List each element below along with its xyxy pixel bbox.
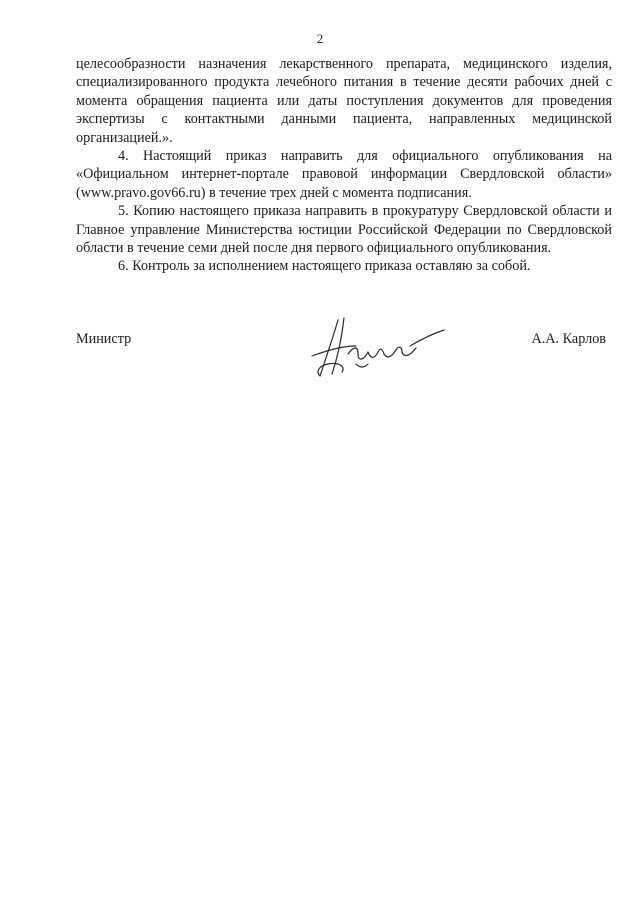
page-number: 2 [316, 31, 324, 46]
paragraph-item-5: 5. Копию настоящего приказа направить в прокуратуру Свердловской области и Главное управление Министерства юстиции Российской Федерации по Свердловской области в течение семи дней после дня первого официального опубликования. [76, 203, 612, 257]
paragraph-item-6: 6. Контроль за исполнением настоящего приказа оставляю за собой. [118, 258, 531, 275]
signer-name: А.А. Карлов [531, 331, 606, 347]
signature-block [76, 330, 606, 390]
handwritten-signature [298, 316, 448, 384]
document-body [76, 55, 612, 276]
signer-title: Министр [76, 331, 132, 347]
paragraph-item-4: 4. Настоящий приказ направить для официального опубликования на «Официальном интернет-портале правовой информации Свердловской области» (www.pravo.gov66.ru) в течение трех дней с момента подписания. [76, 148, 612, 201]
paragraph-continuation: целесообразности назначения лекарственного препарата, медицинского изделия, специализированного продукта лечебного питания в течение десяти рабочих дней с момента обращения пациента или даты поступления документов для проведения экспертизы с контактными данными пациента, направленных медицинской организацией.». [76, 56, 612, 146]
